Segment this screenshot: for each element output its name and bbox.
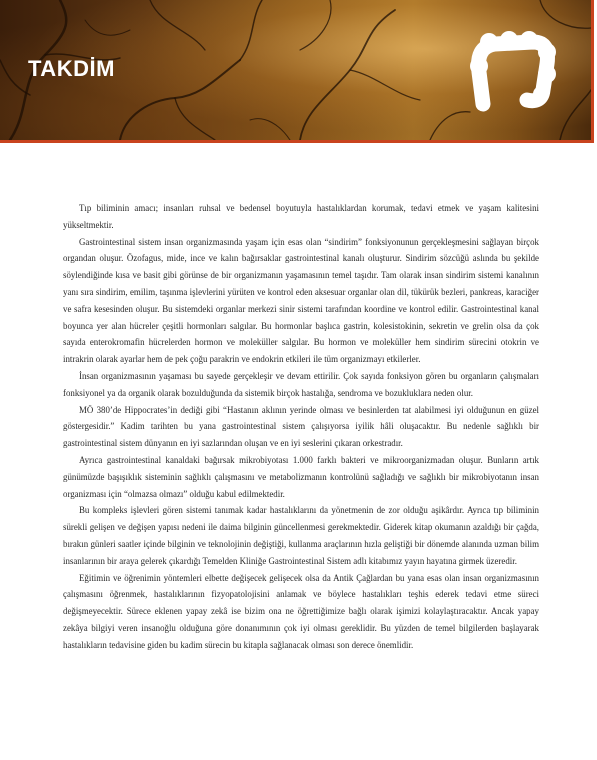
page-title: TAKDİM <box>28 56 115 81</box>
header-banner <box>0 0 594 143</box>
paragraph: Tıp biliminin amacı; insanları ruhsal ve bedensel boyutuyla hastalıklardan korumak, tedavi etmek ve yaşam kalitesini yükseltmektir. <box>63 203 539 230</box>
intestine-icon <box>465 26 557 118</box>
paragraph: MÖ 380’de Hippocrates’in dediği gibi “Hastanın aklının yerinde olması ve besinlerden tat alabilmesi iyi olduğunun en güzel göstergesidir.” Kadim tarihten bu yana gastrointestinal sistem çalışıyorsa iyilik hâli oluşacaktır. Bu nedenle sağlıklı bir gastrointestinal sistem dünyanın en iyi sazlarından oluşan ve en iyi seslerini çıkaran orkestradır. <box>63 404 539 449</box>
paragraph: İnsan organizmasının yaşaması bu sayede gerçekleşir ve devam ettirilir. Çok sayıda fonksiyon gören bu organların çalışmaları fonksiyonel ya da organik olarak bozulduğunda da sistemik birçok hastalığa, sendroma ve bozukluklara neden olur. <box>63 370 539 398</box>
paragraph: Bu kompleks işlevleri gören sistemi tanımak kadar hastalıklarını da yönetmenin de zor olduğu aşikârdır. Ayrıca tıp biliminin sürekli gelişen ve değişen yapısı nedeni ile daima bilginin güncellenmesi gerekmektedir. Giderek kitap okumanın azaldığı bir çağda, bırakın günleri saatler içinde bilginin ve teknolojinin değiştiği, kullanma araçlarının hızla geliştiği bir dönemde alanında uzman bilim insanlarının bir araya gelerek çıkardığı Temelden Kliniğe Gastrointestinal Sistem adlı kitabımız yayın hayatına girmek üzeredir. <box>63 505 539 566</box>
paragraph: Ayrıca gastrointestinal kanaldaki bağırsak mikrobiyotası 1.000 farklı bakteri ve mikroorganizmadan oluşur. Bunların artık günümüzde başışıklık sisteminin sağlıklı çalışmasını ve metabolizmanın kontrolünü sağladığı ve sağlıklı bir mikrobiyotanın insan organizması için “olmazsa olmazı” olduğu kabul edilmektedir. <box>63 454 539 499</box>
paragraph: Gastrointestinal sistem insan organizmasında yaşam için esas olan “sindirim” fonksiyonunun gerçekleşmesini sağlayan birçok organdan oluşur. Özofagus, mide, ince ve kalın bağırsaklar gastrointestinal kanalı oluşturur. Sindirim sözcüğü aslında bu şekilde söylendiğinde kısa ve basit gibi görünse de bir organizmanın yaşamasının temel taşıdır. Tam olarak insan sindirim sistemi kanalının yanı sıra sindirim, emilim, taşınma işlevlerini yürüten ve kontrol eden aksesuar organlar olan dil, tükürük bezleri, pankreas, karaciğer ve safra kesesinden oluşur. Bu sistemdeki organlar merkezi sinir sistemi tarafından koordine ve kontrol edilir. Gastrointestinal kanal boyunca yer alan hücreler çeşitli hormonları salgılar. Bu hormonlar başlıca gastrin, kolesistokinin, sekretin ve grelin olsa da çok sayıda enterokromafin hücrelerden hormon ve moleküller salgılar. Bu hormon ve moleküller hem sindirim sürecini otokrin ve intrakrin olarak ayarlar hem de pek çoğu parakrin ve endokrin etkileri ile tüm organizmayı etkilerler. <box>63 236 539 365</box>
body-text <box>63 200 539 654</box>
paragraph: Eğitimin ve öğrenimin yöntemleri elbette değişecek gelişecek olsa da Antik Çağlardan bu yana esas olan insan organizmasının çalışmasını öğrenmek, hastalıklarının fizyopatolojisini anlamak ve böylece hastalıkları teşhis ederek tedavi etme süreci değişmeyecektir. Sürece eklenen yapay zekâ ise bizim ona ne öğrettiğimize bağlı olarak işimizi kolaylaştıracaktır. Ancak yapay zekâya bilgiyi veren insanoğlu olduğuna göre donanımının çok iyi olması gereklidir. Bu yüzden de temel bilgilerden başlayarak hastalıkların tedavisine giden bu kadim sürecin bu kitapla sağlanacak olması son derece önemlidir. <box>63 572 539 650</box>
